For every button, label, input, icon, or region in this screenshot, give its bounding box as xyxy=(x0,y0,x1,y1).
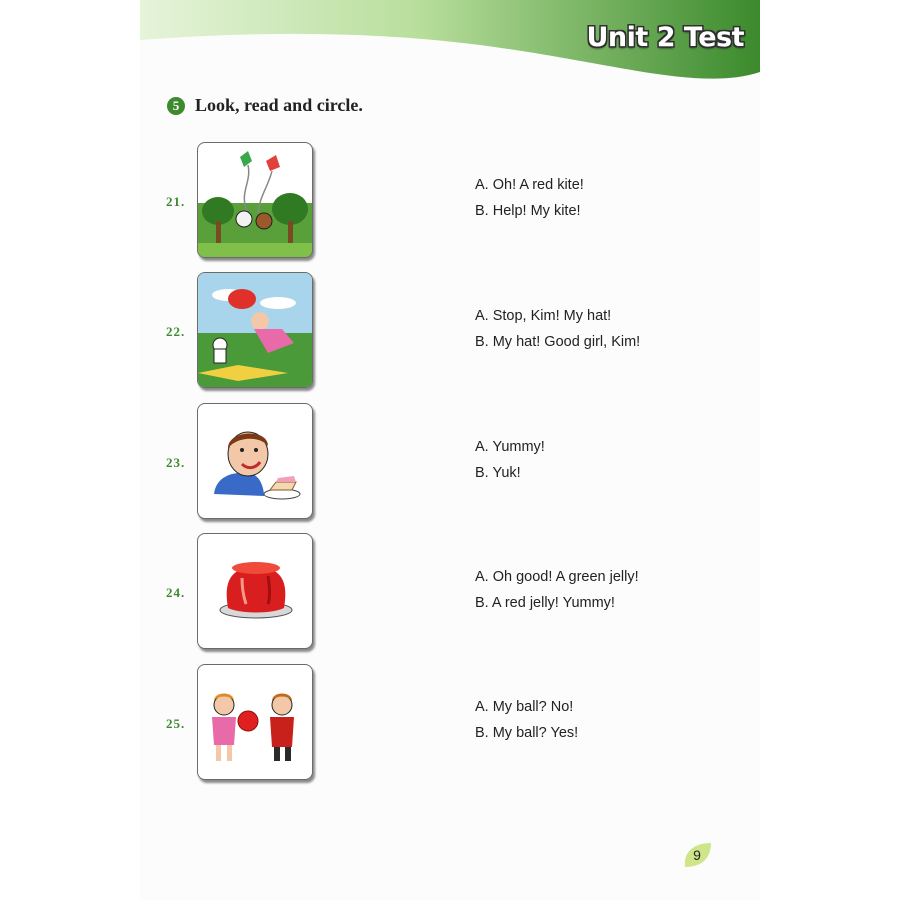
cake-icon xyxy=(198,404,312,518)
picture-frame xyxy=(197,142,313,258)
picture-frame xyxy=(197,403,313,519)
question-number: 23. xyxy=(166,455,186,470)
section-instruction: Look, read and circle. xyxy=(195,95,363,115)
jelly-icon xyxy=(198,534,312,648)
question-number: 25. xyxy=(166,716,186,731)
answer-option-a[interactable]: A. My ball? No! xyxy=(475,699,574,715)
page-number-badge xyxy=(683,841,713,869)
picture-frame xyxy=(197,272,313,388)
answer-option-b[interactable]: B. Help! My kite! xyxy=(475,203,581,219)
picture-frame xyxy=(197,533,313,649)
answer-option-a[interactable]: A. Stop, Kim! My hat! xyxy=(475,308,612,324)
answer-option-a[interactable]: A. Yummy! xyxy=(475,439,545,455)
ball-icon xyxy=(198,665,312,779)
hat-icon xyxy=(198,273,312,387)
answer-option-a[interactable]: A. Oh! A red kite! xyxy=(475,177,584,193)
question-number: 22. xyxy=(166,324,186,339)
answer-option-b[interactable]: B. My hat! Good girl, Kim! xyxy=(475,334,641,350)
page-title: Unit 2 Test xyxy=(586,22,744,53)
page-number: 9 xyxy=(693,847,701,863)
section-number-badge: 5 xyxy=(167,97,185,115)
question-number: 24. xyxy=(166,585,186,600)
answer-option-b[interactable]: B. A red jelly! Yummy! xyxy=(475,595,615,611)
question-number: 21. xyxy=(166,194,186,209)
answer-option-a[interactable]: A. Oh good! A green jelly! xyxy=(475,569,639,585)
answer-option-b[interactable]: B. My ball? Yes! xyxy=(475,725,579,741)
picture-frame xyxy=(197,664,313,780)
answer-option-b[interactable]: B. Yuk! xyxy=(475,465,521,481)
kite-icon xyxy=(198,143,312,257)
